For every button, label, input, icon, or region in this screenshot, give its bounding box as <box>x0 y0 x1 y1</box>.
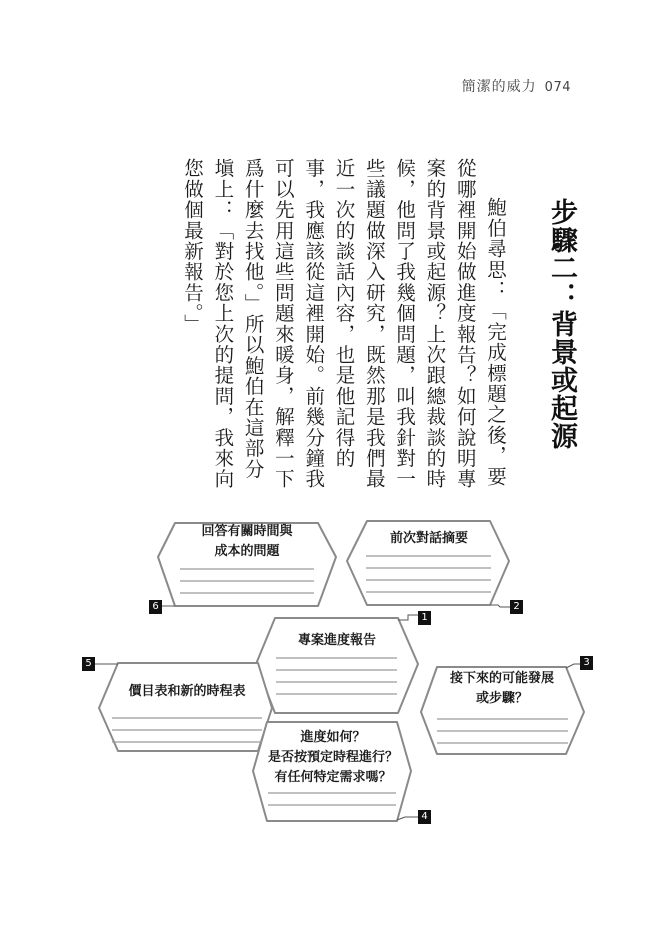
box-number-4: 4 <box>418 810 431 824</box>
box-number-3: 3 <box>580 656 593 670</box>
box-label-5: 價目表和新的時程表 <box>128 684 246 699</box>
box-label-6: 回答有關時間與 成本的問題 <box>201 524 293 559</box>
box-label-3: 接下來的可能發展 或步驟？ <box>449 671 554 706</box>
section-heading: 步驟二：背景或起源 <box>546 198 577 450</box>
box-number-2: 2 <box>510 600 523 614</box>
box-label-2: 前次對話摘要 <box>389 531 468 546</box>
page-number: 074 <box>544 80 571 95</box>
diagram-box-5 <box>99 663 272 751</box>
paragraph: 鮑伯尋思：「完成標題之後，要從哪裡開始做進度報告？如何說明專案的背景或起源？上次跟總裁談的時候，他問了我幾個問題，叫我針對一些議題做深入研究，既然那是我們最近一次的談話內容，也是他記得的事，我應該從這裡開始。前幾分鐘我可以先用這些問題來暖身，解釋一下爲什麼去找他。」所以鮑伯在這部分塡上：「對於您上次的提問，我來向您做個最新報告。」 <box>181 158 507 490</box>
box-number-1: 1 <box>418 611 431 625</box>
book-title: 簡潔的威力 <box>461 79 537 95</box>
box-number-6: 6 <box>149 600 162 614</box>
box-label-1: 專案進度報告 <box>297 633 376 648</box>
box-label-4: 進度如何？ 是否按預定時程進行？ 有任何特定需求嗎？ <box>267 730 398 785</box>
box-number-5: 5 <box>82 657 95 671</box>
